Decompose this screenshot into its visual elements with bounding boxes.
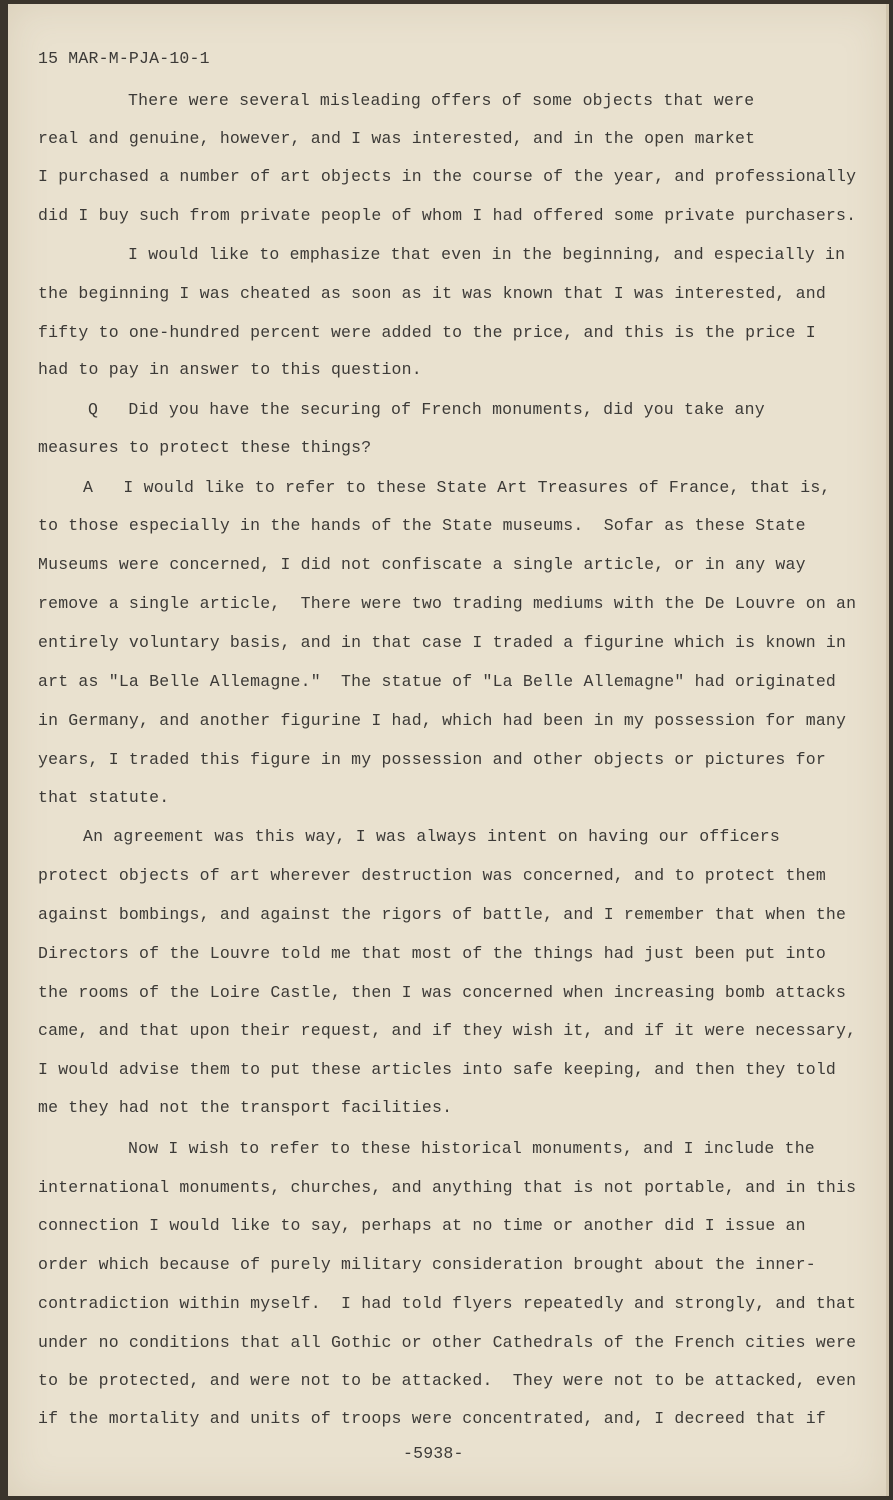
text-line: art as "La Belle Allemagne." The statue of "La Belle Allemagne" had originated bbox=[38, 672, 837, 691]
text-line: me they had not the transport facilities. bbox=[38, 1098, 453, 1117]
text-line: An agreement was this way, I was always intent on having our officers bbox=[83, 827, 781, 846]
text-line: to those especially in the hands of the State museums. Sofar as these State bbox=[38, 516, 806, 535]
text-line: international monuments, churches, and anything that is not portable, and in this bbox=[38, 1178, 857, 1197]
text-line: Q Did you have the securing of French monuments, did you take any bbox=[88, 400, 765, 419]
text-line: I would advise them to put these articles into safe keeping, and then they told bbox=[38, 1060, 837, 1079]
text-line: against bombings, and against the rigors of battle, and I remember that when the bbox=[38, 905, 847, 924]
text-line: if the mortality and units of troops were concentrated, and, I decreed that if bbox=[38, 1409, 826, 1428]
text-line: There were several misleading offers of some objects that were bbox=[128, 91, 755, 110]
text-line: Museums were concerned, I did not confiscate a single article, or in any way bbox=[38, 555, 806, 574]
text-line: that statute. bbox=[38, 788, 170, 807]
text-line: measures to protect these things? bbox=[38, 438, 372, 457]
text-line: entirely voluntary basis, and in that case I traded a figurine which is known in bbox=[38, 633, 847, 652]
text-line: came, and that upon their request, and if they wish it, and if it were necessary, bbox=[38, 1021, 857, 1040]
text-line: did I buy such from private people of whom I had offered some private purchasers. bbox=[38, 206, 857, 225]
text-line: in Germany, and another figurine I had, which had been in my possession for many bbox=[38, 711, 847, 730]
text-line: connection I would like to say, perhaps at no time or another did I issue an bbox=[38, 1216, 806, 1235]
text-line: fifty to one-hundred percent were added to the price, and this is the price I bbox=[38, 323, 816, 342]
text-line: had to pay in answer to this question. bbox=[38, 360, 422, 379]
text-line: A I would like to refer to these State Art Treasures of France, that is, bbox=[83, 478, 831, 497]
text-line: protect objects of art wherever destruction was concerned, and to protect them bbox=[38, 866, 826, 885]
text-line: to be protected, and were not to be attacked. They were not to be attacked, even bbox=[38, 1371, 857, 1390]
text-line: under no conditions that all Gothic or other Cathedrals of the French cities were bbox=[38, 1333, 857, 1352]
text-line: I purchased a number of art objects in the course of the year, and professionally bbox=[38, 167, 857, 186]
text-line: I would like to emphasize that even in the beginning, and especially in bbox=[128, 245, 846, 264]
text-line: the rooms of the Loire Castle, then I was concerned when increasing bomb attacks bbox=[38, 983, 847, 1002]
text-line: Now I wish to refer to these historical monuments, and I include the bbox=[128, 1139, 815, 1158]
text-line: Directors of the Louvre told me that most of the things had just been put into bbox=[38, 944, 826, 963]
document-page bbox=[8, 4, 889, 1496]
text-line: the beginning I was cheated as soon as it was known that I was interested, and bbox=[38, 284, 826, 303]
text-line: real and genuine, however, and I was interested, and in the open market bbox=[38, 129, 756, 148]
text-line: order which because of purely military consideration brought about the inner- bbox=[38, 1255, 816, 1274]
text-line: years, I traded this figure in my possession and other objects or pictures for bbox=[38, 750, 826, 769]
document-header: 15 MAR-M-PJA-10-1 bbox=[38, 49, 210, 68]
text-line: contradiction within myself. I had told flyers repeatedly and strongly, and that bbox=[38, 1294, 857, 1313]
page-number: -5938- bbox=[403, 1444, 464, 1463]
text-line: remove a single article, There were two trading mediums with the De Louvre on an bbox=[38, 594, 857, 613]
